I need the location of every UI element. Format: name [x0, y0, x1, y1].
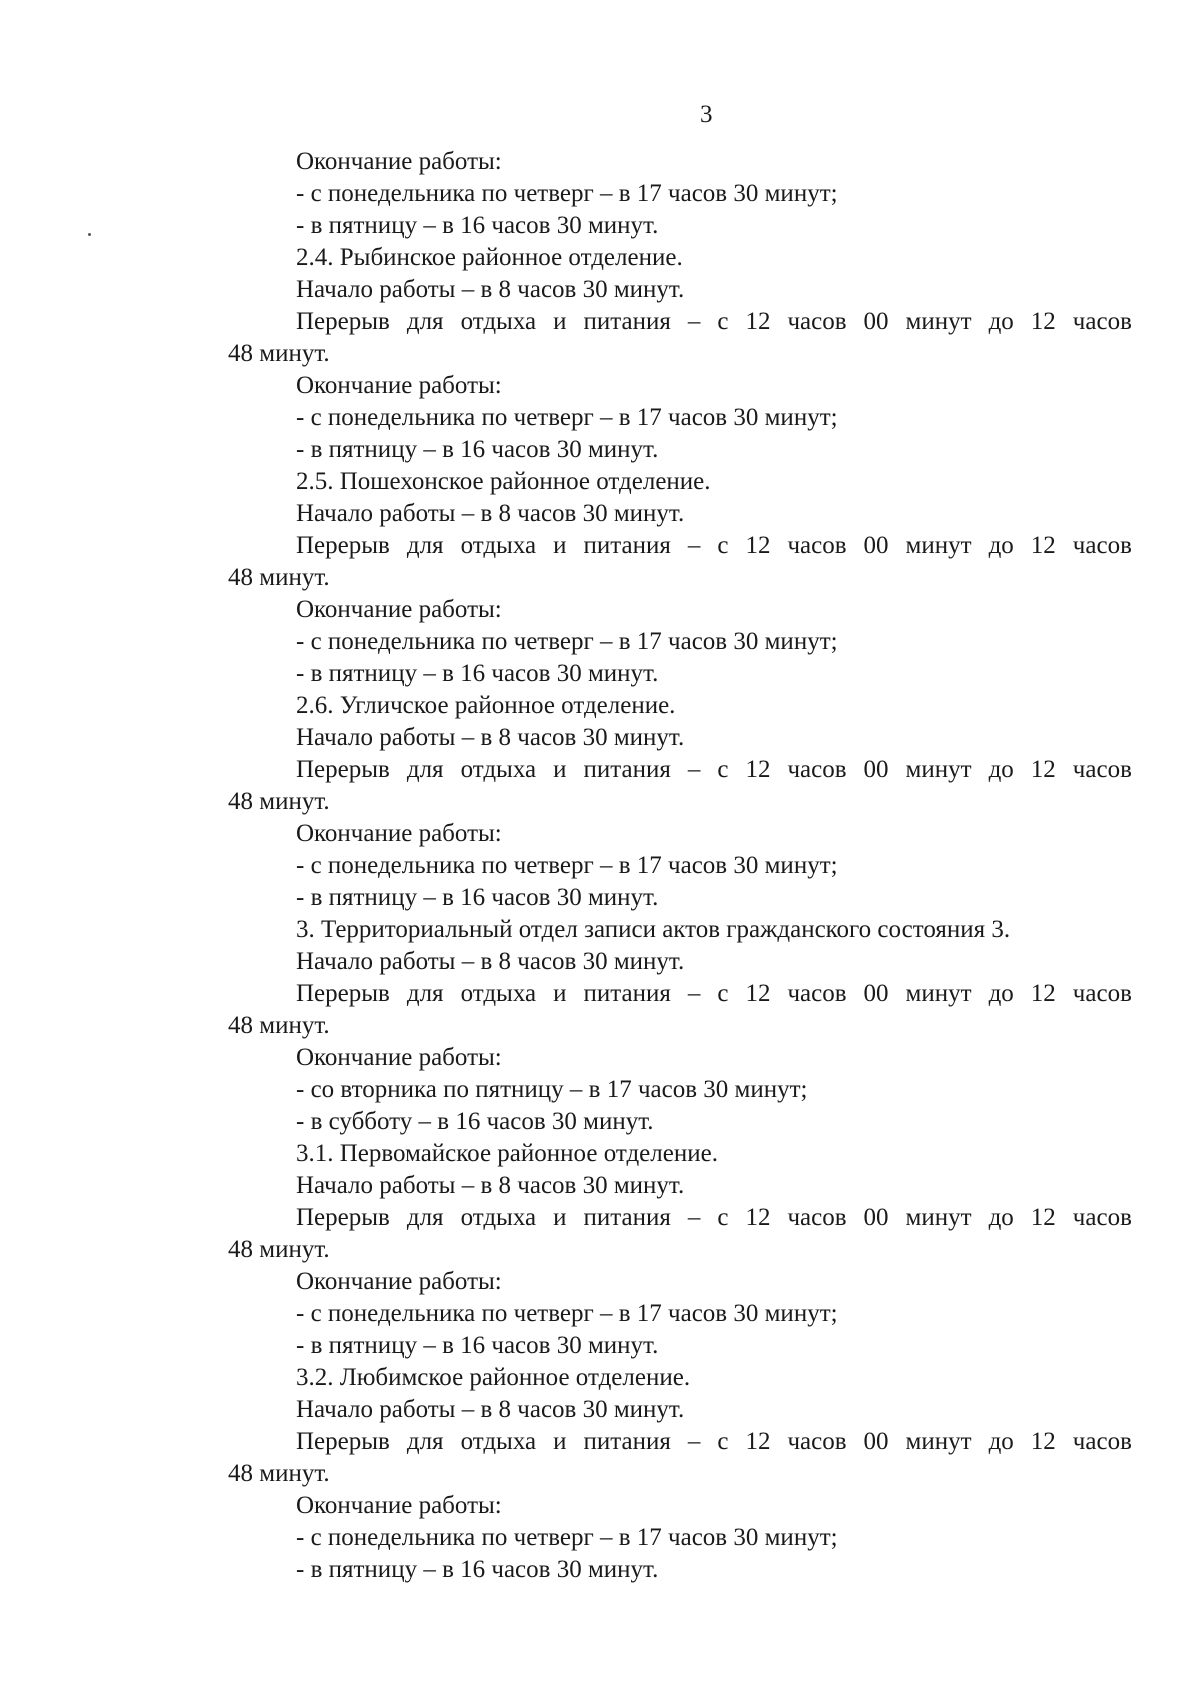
text-line: 2.6. Угличское районное отделение. [296, 692, 676, 719]
text-word: 00 [863, 308, 889, 335]
text-word: часов [1072, 308, 1132, 335]
text-line: Начало работы – в 8 часов 30 минут. [296, 1172, 685, 1199]
text-word: 12 [745, 308, 771, 335]
text-word: для [406, 532, 444, 559]
text-word: Перерыв [296, 1428, 390, 1455]
text-word: Перерыв [296, 1204, 390, 1231]
text-word: для [406, 756, 444, 783]
text-word: часов [787, 1204, 847, 1231]
text-word: до [988, 1204, 1014, 1231]
text-word: питания [583, 1428, 671, 1455]
text-line: 48 минут. [228, 340, 330, 367]
text-word: отдыха [460, 980, 537, 1007]
text-line: - со вторника по пятницу – в 17 часов 30 минут; [296, 1076, 808, 1103]
text-line: 3.1. Первомайское районное отделение. [296, 1140, 718, 1167]
text-word: 00 [863, 1204, 889, 1231]
text-word: 12 [1030, 980, 1056, 1007]
text-line: Начало работы – в 8 часов 30 минут. [296, 1396, 685, 1423]
text-line: - с понедельника по четверг – в 17 часов 30 минут; [296, 404, 838, 431]
text-word: минут [905, 980, 972, 1007]
text-word: до [988, 1428, 1014, 1455]
text-word: часов [1072, 980, 1132, 1007]
text-word: питания [583, 532, 671, 559]
text-word: 12 [1030, 756, 1056, 783]
text-word: до [988, 308, 1014, 335]
text-word: – [687, 532, 701, 559]
text-line: - в пятницу – в 16 часов 30 минут. [296, 212, 659, 239]
text-word: до [988, 532, 1014, 559]
text-word: с [717, 980, 729, 1007]
text-word: – [687, 1204, 701, 1231]
text-word: 12 [745, 980, 771, 1007]
text-line: - с понедельника по четверг – в 17 часов 30 минут; [296, 852, 838, 879]
text-line: - в пятницу – в 16 часов 30 минут. [296, 660, 659, 687]
text-word: часов [1072, 1204, 1132, 1231]
text-line: Окончание работы: [296, 148, 502, 175]
text-word: 00 [863, 1428, 889, 1455]
text-word: с [717, 532, 729, 559]
text-line: - в пятницу – в 16 часов 30 минут. [296, 1556, 659, 1583]
text-word: Перерыв [296, 980, 390, 1007]
text-word: с [717, 308, 729, 335]
text-word: часов [1072, 1428, 1132, 1455]
text-word: питания [583, 1204, 671, 1231]
text-word: 12 [745, 1204, 771, 1231]
text-word: часов [787, 532, 847, 559]
text-line: 3.2. Любимское районное отделение. [296, 1364, 691, 1391]
text-line: 2.4. Рыбинское районное отделение. [296, 244, 683, 271]
document-body [228, 146, 1132, 1586]
text-word: питания [583, 308, 671, 335]
text-word: часов [787, 1428, 847, 1455]
text-word: 12 [745, 756, 771, 783]
text-line [228, 530, 1132, 562]
text-line: Окончание работы: [296, 1044, 502, 1071]
text-word: до [988, 980, 1014, 1007]
text-line: 3. Территориальный отдел записи актов гражданского состояния 3. [296, 916, 1011, 943]
text-line [228, 1202, 1132, 1234]
text-line: Начало работы – в 8 часов 30 минут. [296, 500, 685, 527]
text-word: до [988, 756, 1014, 783]
text-word: отдыха [460, 1428, 537, 1455]
text-word: минут [905, 1204, 972, 1231]
text-word: и [553, 980, 567, 1007]
text-word: питания [583, 980, 671, 1007]
text-word: 12 [745, 1428, 771, 1455]
text-word: Перерыв [296, 756, 390, 783]
text-word: и [553, 532, 567, 559]
text-word: и [553, 756, 567, 783]
text-line: 48 минут. [228, 1460, 330, 1487]
text-line: - с понедельника по четверг – в 17 часов 30 минут; [296, 1300, 838, 1327]
text-word: минут [905, 756, 972, 783]
text-word: Перерыв [296, 308, 390, 335]
text-word: для [406, 980, 444, 1007]
text-line: Начало работы – в 8 часов 30 минут. [296, 724, 685, 751]
text-line: - с понедельника по четверг – в 17 часов 30 минут; [296, 628, 838, 655]
text-word: Перерыв [296, 532, 390, 559]
text-word: – [687, 980, 701, 1007]
text-line [228, 306, 1132, 338]
text-word: отдыха [460, 308, 537, 335]
text-word: – [687, 756, 701, 783]
text-word: для [406, 1204, 444, 1231]
text-word: минут [905, 1428, 972, 1455]
text-line: - в пятницу – в 16 часов 30 минут. [296, 1332, 659, 1359]
text-line: Окончание работы: [296, 372, 502, 399]
text-word: – [687, 308, 701, 335]
text-word: для [406, 308, 444, 335]
text-word: для [406, 1428, 444, 1455]
text-word: 12 [1030, 1428, 1056, 1455]
text-line: 48 минут. [228, 1236, 330, 1263]
scan-speck [88, 233, 91, 236]
text-line: 48 минут. [228, 1012, 330, 1039]
text-word: и [553, 308, 567, 335]
text-line: - в субботу – в 16 часов 30 минут. [296, 1108, 654, 1135]
text-line: Окончание работы: [296, 820, 502, 847]
text-word: часов [787, 308, 847, 335]
text-word: и [553, 1204, 567, 1231]
text-word: минут [905, 308, 972, 335]
text-word: питания [583, 756, 671, 783]
text-line: - в пятницу – в 16 часов 30 минут. [296, 884, 659, 911]
text-word: с [717, 756, 729, 783]
text-word: 00 [863, 980, 889, 1007]
text-word: отдыха [460, 1204, 537, 1231]
text-word: – [687, 1428, 701, 1455]
text-line [228, 1426, 1132, 1458]
text-line: Окончание работы: [296, 1492, 502, 1519]
text-word: 12 [745, 532, 771, 559]
text-line: 48 минут. [228, 564, 330, 591]
text-line: 2.5. Пошехонское районное отделение. [296, 468, 711, 495]
text-line: Начало работы – в 8 часов 30 минут. [296, 276, 685, 303]
text-line: 48 минут. [228, 788, 330, 815]
text-line: - с понедельника по четверг – в 17 часов 30 минут; [296, 180, 838, 207]
text-word: и [553, 1428, 567, 1455]
text-word: отдыха [460, 532, 537, 559]
text-word: отдыха [460, 756, 537, 783]
text-word: с [717, 1204, 729, 1231]
text-line [228, 754, 1132, 786]
text-word: часов [787, 756, 847, 783]
text-line: Начало работы – в 8 часов 30 минут. [296, 948, 685, 975]
text-word: минут [905, 532, 972, 559]
page-number: 3 [700, 101, 713, 128]
text-line: Окончание работы: [296, 596, 502, 623]
text-word: часов [787, 980, 847, 1007]
text-word: с [717, 1428, 729, 1455]
text-word: 12 [1030, 308, 1056, 335]
text-line: - с понедельника по четверг – в 17 часов 30 минут; [296, 1524, 838, 1551]
text-word: 12 [1030, 532, 1056, 559]
text-line: - в пятницу – в 16 часов 30 минут. [296, 436, 659, 463]
text-line: Окончание работы: [296, 1268, 502, 1295]
text-line [228, 978, 1132, 1010]
text-word: 00 [863, 532, 889, 559]
text-word: 00 [863, 756, 889, 783]
text-word: часов [1072, 532, 1132, 559]
text-word: 12 [1030, 1204, 1056, 1231]
text-word: часов [1072, 756, 1132, 783]
